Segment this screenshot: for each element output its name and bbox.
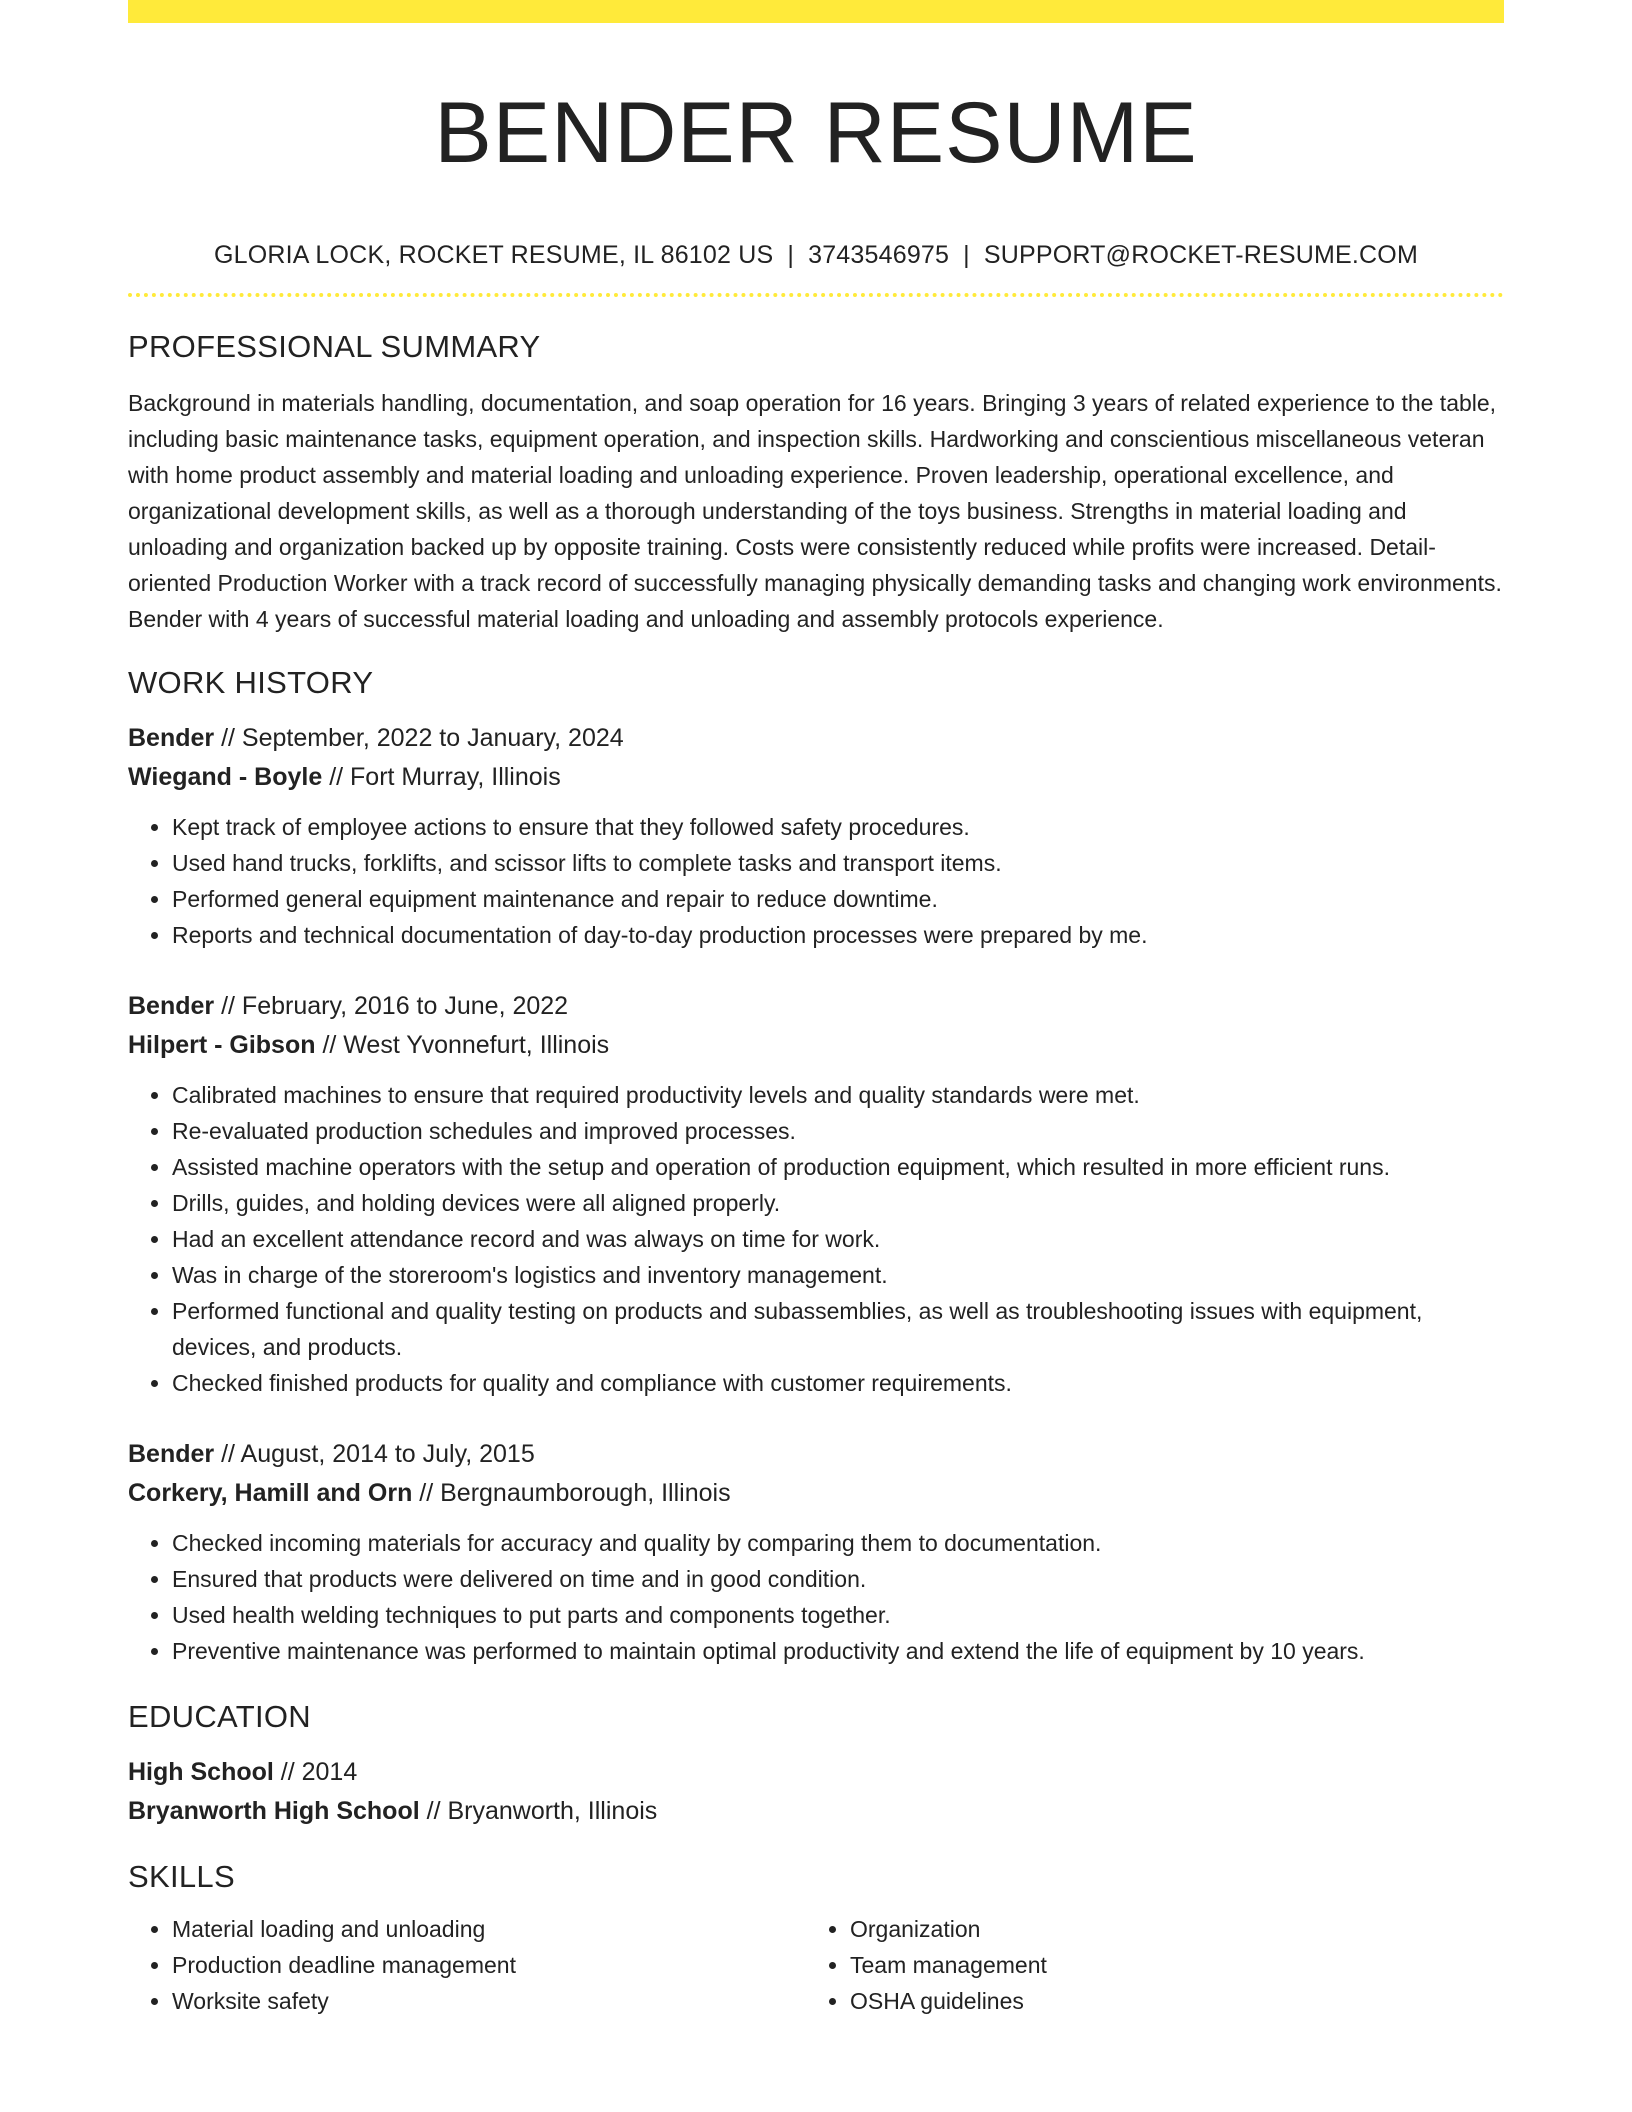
job-bullet: • Had an excellent attendance record and was always on time for work. [172,1221,1504,1257]
accent-top-bar [128,0,1504,23]
job-bullet: • Preventive maintenance was performed to maintain optimal productivity and extend the life of equipment by 10 years. [172,1633,1504,1669]
job-bullet: • Assisted machine operators with the setup and operation of production equipment, which resulted in more efficient runs. [172,1149,1504,1185]
resume-page [128,0,1504,2019]
skill-item: • Worksite safety [172,1983,806,2019]
job-company-line [128,1474,1504,1513]
skills-column-right [806,1911,1484,2019]
resume-name: BENDER RESUME [434,85,1198,181]
job-bullets [128,809,1504,953]
contact-separator: | [963,241,970,269]
contact-email: SUPPORT@ROCKET-RESUME.COM [983,241,1418,269]
job-bullet: • Kept track of employee actions to ensure that they followed safety procedures. [172,809,1504,845]
job-bullet: • Checked finished products for quality and compliance with customer requirements. [172,1365,1504,1401]
summary-heading: PROFESSIONAL SUMMARY [128,329,541,364]
education-year: // 2014 [273,1758,358,1786]
job-role: Bender [128,1440,215,1468]
education-school: Bryanworth High School [128,1797,420,1825]
education-degree: High School [128,1758,274,1786]
job-bullet: • Reports and technical documentation of day-to-day production processes were prepared by me. [172,917,1504,953]
job-bullets [128,1525,1504,1669]
job-location: // Bergnaumborough, Illinois [412,1479,731,1507]
contact-separator: | [787,241,795,269]
skill-item: • Organization [850,1911,1484,1947]
job-bullet: • Drills, guides, and holding devices were all aligned properly. [172,1185,1504,1221]
education-location: // Bryanworth, Illinois [419,1797,658,1825]
education-heading: EDUCATION [128,1699,311,1734]
job-company-line [128,1026,1504,1065]
skill-item: • Material loading and unloading [172,1911,806,1947]
job-title-line [128,719,1504,758]
job-company: Corkery, Hamill and Orn [128,1479,413,1507]
job-bullet: • Re-evaluated production schedules and improved processes. [172,1113,1504,1149]
skills-heading: SKILLS [128,1859,235,1894]
job-company-line [128,758,1504,797]
dotted-divider [128,293,1504,297]
work-history-heading: WORK HISTORY [128,665,374,700]
job-role: Bender [128,724,215,752]
skill-item: • Team management [850,1947,1484,1983]
job-bullets [128,1077,1504,1401]
job-bullet: • Performed general equipment maintenance and repair to reduce downtime. [172,881,1504,917]
job-entry [128,987,1504,1401]
job-bullet: • Ensured that products were delivered on time and in good condition. [172,1561,1504,1597]
job-dates: // September, 2022 to January, 2024 [214,724,624,752]
skills-column-left [128,1911,806,2019]
contact-address: GLORIA LOCK, ROCKET RESUME, IL 86102 US [214,241,774,269]
job-bullet: • Performed functional and quality testing on products and subassemblies, as well as troubleshooting issues with equipment, devices, and products. [172,1293,1504,1365]
skill-item: • Production deadline management [172,1947,806,1983]
job-bullet: • Checked incoming materials for accuracy and quality by comparing them to documentation. [172,1525,1504,1561]
job-entry [128,719,1504,953]
job-title-line [128,987,1504,1026]
job-company: Wiegand - Boyle [128,763,323,791]
job-location: // Fort Murray, Illinois [322,763,561,791]
summary-text: Background in materials handling, documentation, and soap operation for 16 years. Bringing 3 years of related experience to the table, including basic maintenance tasks, equipment operation, and inspection skills. Hardworking and conscientious miscellaneous veteran with home product assembly and material loading and unloading experience. Proven leadership, operational excellence, and organizational development skills, as well as a thorough understanding of the toys business. Strengths in material loading and unloading and organization backed up by opposite training. Costs were consistently reduced while profits were increased. Detail-oriented Production Worker with a track record of successfully managing physically demanding tasks and changing work environments. Bender with 4 years of successful material loading and unloading and assembly protocols experience. [128,390,1502,632]
education-entry [128,1753,1504,1831]
job-bullet: • Was in charge of the storeroom's logistics and inventory management. [172,1257,1504,1293]
job-bullet: • Used hand trucks, forklifts, and scissor lifts to complete tasks and transport items. [172,845,1504,881]
skill-item: • OSHA guidelines [850,1983,1484,2019]
job-title-line [128,1435,1504,1474]
job-role: Bender [128,992,215,1020]
skills-list [128,1911,1504,2019]
contact-line [128,239,1504,271]
education-school-line [128,1792,1504,1831]
job-dates: // August, 2014 to July, 2015 [214,1440,535,1468]
job-location: // West Yvonnefurt, Illinois [315,1031,610,1059]
job-bullet: • Calibrated machines to ensure that required productivity levels and quality standards were met. [172,1077,1504,1113]
job-dates: // February, 2016 to June, 2022 [214,992,569,1020]
job-company: Hilpert - Gibson [128,1031,316,1059]
education-degree-line [128,1753,1504,1792]
contact-phone: 3743546975 [808,241,950,269]
job-entry [128,1435,1504,1669]
job-bullet: • Used health welding techniques to put parts and components together. [172,1597,1504,1633]
